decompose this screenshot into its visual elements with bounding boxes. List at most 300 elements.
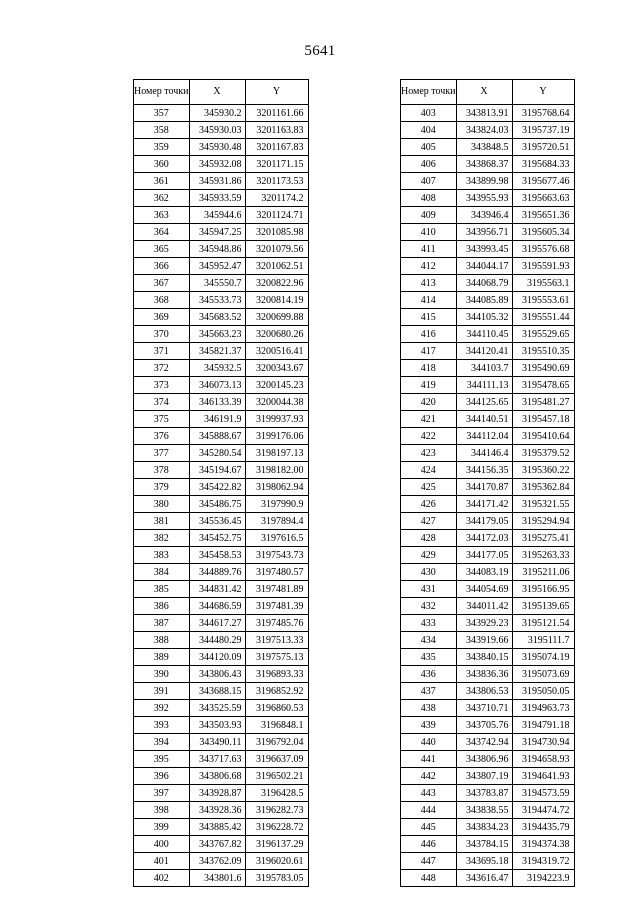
table-row: [401, 598, 575, 615]
x-coordinate-cell: 343695.18: [456, 853, 512, 870]
point-number-cell: 436: [401, 666, 457, 683]
table-row: [401, 649, 575, 666]
point-number-cell: 434: [401, 632, 457, 649]
table-row: [401, 292, 575, 309]
x-coordinate-cell: 344125.65: [456, 394, 512, 411]
point-number-cell: 412: [401, 258, 457, 275]
coordinates-table-right: [400, 79, 575, 887]
point-number-cell: 410: [401, 224, 457, 241]
x-coordinate-cell: 344044.17: [456, 258, 512, 275]
table-row: [134, 513, 309, 530]
table-row: [401, 258, 575, 275]
point-number-cell: 366: [134, 258, 190, 275]
point-number-cell: 357: [134, 105, 190, 122]
point-number-cell: 417: [401, 343, 457, 360]
point-number-cell: 380: [134, 496, 190, 513]
point-number-cell: 429: [401, 547, 457, 564]
table-row: [134, 173, 309, 190]
table-row: [401, 564, 575, 581]
table-row: [401, 343, 575, 360]
x-coordinate-cell: 343928.36: [189, 802, 245, 819]
y-coordinate-cell: 3196502.21: [245, 768, 308, 785]
y-coordinate-cell: 3199937.93: [245, 411, 308, 428]
y-coordinate-cell: 3195211.06: [512, 564, 574, 581]
point-number-cell: 411: [401, 241, 457, 258]
y-coordinate-cell: 3195321.55: [512, 496, 574, 513]
point-number-cell: 424: [401, 462, 457, 479]
table-row: [134, 683, 309, 700]
point-number-cell: 375: [134, 411, 190, 428]
table-row: [401, 530, 575, 547]
table-row: [401, 207, 575, 224]
table-row: [134, 241, 309, 258]
x-coordinate-cell: 345194.67: [189, 462, 245, 479]
table-row: [401, 751, 575, 768]
x-coordinate-cell: 343834.23: [456, 819, 512, 836]
x-coordinate-cell: 343806.43: [189, 666, 245, 683]
point-number-cell: 358: [134, 122, 190, 139]
page-number: 5641: [304, 43, 336, 59]
table-row: [401, 377, 575, 394]
point-number-cell: 385: [134, 581, 190, 598]
y-coordinate-cell: 3200680.26: [245, 326, 308, 343]
x-coordinate-cell: 343801.6: [189, 870, 245, 887]
y-coordinate-cell: 3197481.89: [245, 581, 308, 598]
point-number-cell: 396: [134, 768, 190, 785]
table-row: [134, 666, 309, 683]
y-coordinate-cell: 3195563.1: [512, 275, 574, 292]
point-number-cell: 378: [134, 462, 190, 479]
table-row: [401, 734, 575, 751]
y-coordinate-cell: 3194573.59: [512, 785, 574, 802]
y-coordinate-cell: 3195490.69: [512, 360, 574, 377]
y-coordinate-cell: 3201171.15: [245, 156, 308, 173]
point-number-cell: 406: [401, 156, 457, 173]
table-row: [401, 105, 575, 122]
y-coordinate-cell: 3198197.13: [245, 445, 308, 462]
x-coordinate-cell: 345948.86: [189, 241, 245, 258]
point-number-cell: 408: [401, 190, 457, 207]
y-coordinate-cell: 3196282.73: [245, 802, 308, 819]
x-coordinate-cell: 343806.53: [456, 683, 512, 700]
point-number-cell: 364: [134, 224, 190, 241]
y-coordinate-cell: 3198182.00: [245, 462, 308, 479]
point-number-cell: 431: [401, 581, 457, 598]
y-coordinate-cell: 3201163.83: [245, 122, 308, 139]
x-coordinate-cell: 345533.73: [189, 292, 245, 309]
table-row: [401, 173, 575, 190]
point-number-cell: 395: [134, 751, 190, 768]
y-coordinate-cell: 3197894.4: [245, 513, 308, 530]
y-coordinate-cell: 3195478.65: [512, 377, 574, 394]
point-number-cell: 415: [401, 309, 457, 326]
point-number-cell: 402: [134, 870, 190, 887]
y-coordinate-cell: 3196228.72: [245, 819, 308, 836]
table-row: [134, 139, 309, 156]
table-row: [134, 768, 309, 785]
y-coordinate-cell: 3195677.46: [512, 173, 574, 190]
y-coordinate-cell: 3195362.84: [512, 479, 574, 496]
x-coordinate-cell: 345536.45: [189, 513, 245, 530]
table-row: [134, 224, 309, 241]
x-coordinate-cell: 345930.48: [189, 139, 245, 156]
x-coordinate-cell: 344110.45: [456, 326, 512, 343]
y-coordinate-cell: 3196137.29: [245, 836, 308, 853]
x-coordinate-cell: 345821.37: [189, 343, 245, 360]
point-number-cell: 421: [401, 411, 457, 428]
table-row: [401, 156, 575, 173]
y-coordinate-cell: 3196860.53: [245, 700, 308, 717]
table-row: [401, 666, 575, 683]
header-y: Y: [245, 80, 308, 105]
table-row: [134, 326, 309, 343]
x-coordinate-cell: 343993.45: [456, 241, 512, 258]
point-number-cell: 388: [134, 632, 190, 649]
point-number-cell: 420: [401, 394, 457, 411]
x-coordinate-cell: 345280.54: [189, 445, 245, 462]
table-row: [134, 309, 309, 326]
point-number-cell: 447: [401, 853, 457, 870]
table-row: [401, 717, 575, 734]
x-coordinate-cell: 343838.55: [456, 802, 512, 819]
x-coordinate-cell: 345944.6: [189, 207, 245, 224]
y-coordinate-cell: 3195481.27: [512, 394, 574, 411]
point-number-cell: 372: [134, 360, 190, 377]
point-number-cell: 362: [134, 190, 190, 207]
y-coordinate-cell: 3194641.93: [512, 768, 574, 785]
point-number-cell: 368: [134, 292, 190, 309]
x-coordinate-cell: 344170.87: [456, 479, 512, 496]
y-coordinate-cell: 3201079.56: [245, 241, 308, 258]
y-coordinate-cell: 3197616.5: [245, 530, 308, 547]
x-coordinate-cell: 345550.7: [189, 275, 245, 292]
point-number-cell: 377: [134, 445, 190, 462]
table-row: [401, 479, 575, 496]
table-row: [401, 836, 575, 853]
point-number-cell: 373: [134, 377, 190, 394]
table-row: [401, 513, 575, 530]
header-x: X: [456, 80, 512, 105]
y-coordinate-cell: 3197990.9: [245, 496, 308, 513]
table-row: [401, 819, 575, 836]
table-row: [134, 581, 309, 598]
x-coordinate-cell: 345422.82: [189, 479, 245, 496]
x-coordinate-cell: 343688.15: [189, 683, 245, 700]
table-row: [401, 700, 575, 717]
x-coordinate-cell: 343840.15: [456, 649, 512, 666]
y-coordinate-cell: 3195073.69: [512, 666, 574, 683]
y-coordinate-cell: 3194791.18: [512, 717, 574, 734]
x-coordinate-cell: 345888.67: [189, 428, 245, 445]
x-coordinate-cell: 343807.19: [456, 768, 512, 785]
point-number-cell: 418: [401, 360, 457, 377]
table-row: [401, 683, 575, 700]
table-row: [134, 802, 309, 819]
x-coordinate-cell: 343899.98: [456, 173, 512, 190]
x-coordinate-cell: 343848.5: [456, 139, 512, 156]
point-number-cell: 359: [134, 139, 190, 156]
y-coordinate-cell: 3200699.88: [245, 309, 308, 326]
x-coordinate-cell: 346133.39: [189, 394, 245, 411]
x-coordinate-cell: 343929.23: [456, 615, 512, 632]
x-coordinate-cell: 344120.41: [456, 343, 512, 360]
table-row: [134, 649, 309, 666]
x-coordinate-cell: 344085.89: [456, 292, 512, 309]
table-row: [401, 275, 575, 292]
x-coordinate-cell: 344156.35: [456, 462, 512, 479]
x-coordinate-cell: 343710.71: [456, 700, 512, 717]
x-coordinate-cell: 343928.87: [189, 785, 245, 802]
x-coordinate-cell: 343806.96: [456, 751, 512, 768]
point-number-cell: 428: [401, 530, 457, 547]
y-coordinate-cell: 3194223.9: [512, 870, 574, 887]
y-coordinate-cell: 3201174.2: [245, 190, 308, 207]
table-row: [134, 462, 309, 479]
point-number-cell: 425: [401, 479, 457, 496]
table-row: [134, 734, 309, 751]
y-coordinate-cell: 3195457.18: [512, 411, 574, 428]
x-coordinate-cell: 343762.09: [189, 853, 245, 870]
x-coordinate-cell: 345947.25: [189, 224, 245, 241]
x-coordinate-cell: 345933.59: [189, 190, 245, 207]
point-number-cell: 413: [401, 275, 457, 292]
y-coordinate-cell: 3195553.61: [512, 292, 574, 309]
y-coordinate-cell: 3195263.33: [512, 547, 574, 564]
x-coordinate-cell: 343490.11: [189, 734, 245, 751]
header-point-number: Номер точки: [134, 80, 190, 105]
point-number-cell: 387: [134, 615, 190, 632]
point-number-cell: 442: [401, 768, 457, 785]
x-coordinate-cell: 345952.47: [189, 258, 245, 275]
table-row: [401, 309, 575, 326]
table-row: [401, 360, 575, 377]
header-point-number: Номер точки: [401, 80, 457, 105]
x-coordinate-cell: 343742.94: [456, 734, 512, 751]
y-coordinate-cell: 3196848.1: [245, 717, 308, 734]
x-coordinate-cell: 344177.05: [456, 547, 512, 564]
y-coordinate-cell: 3201124.71: [245, 207, 308, 224]
point-number-cell: 379: [134, 479, 190, 496]
y-coordinate-cell: 3195360.22: [512, 462, 574, 479]
coordinates-table-left: [133, 79, 309, 887]
y-coordinate-cell: 3197575.13: [245, 649, 308, 666]
x-coordinate-cell: 344120.09: [189, 649, 245, 666]
point-number-cell: 445: [401, 819, 457, 836]
y-coordinate-cell: 3197513.33: [245, 632, 308, 649]
table-row: [134, 360, 309, 377]
point-number-cell: 382: [134, 530, 190, 547]
y-coordinate-cell: 3197480.57: [245, 564, 308, 581]
y-coordinate-cell: 3196428.5: [245, 785, 308, 802]
point-number-cell: 392: [134, 700, 190, 717]
x-coordinate-cell: 346073.13: [189, 377, 245, 394]
point-number-cell: 437: [401, 683, 457, 700]
point-number-cell: 433: [401, 615, 457, 632]
x-coordinate-cell: 344172.03: [456, 530, 512, 547]
x-coordinate-cell: 345930.2: [189, 105, 245, 122]
point-number-cell: 394: [134, 734, 190, 751]
x-coordinate-cell: 344105.32: [456, 309, 512, 326]
table-row: [134, 275, 309, 292]
x-coordinate-cell: 344140.51: [456, 411, 512, 428]
table-row: [401, 768, 575, 785]
point-number-cell: 422: [401, 428, 457, 445]
point-number-cell: 448: [401, 870, 457, 887]
x-coordinate-cell: 343783.87: [456, 785, 512, 802]
x-coordinate-cell: 344686.59: [189, 598, 245, 615]
y-coordinate-cell: 3195591.93: [512, 258, 574, 275]
y-coordinate-cell: 3195737.19: [512, 122, 574, 139]
y-coordinate-cell: 3195663.63: [512, 190, 574, 207]
table-row: [134, 445, 309, 462]
point-number-cell: 441: [401, 751, 457, 768]
y-coordinate-cell: 3195275.41: [512, 530, 574, 547]
x-coordinate-cell: 344083.19: [456, 564, 512, 581]
x-coordinate-cell: 344480.29: [189, 632, 245, 649]
y-coordinate-cell: 3194658.93: [512, 751, 574, 768]
point-number-cell: 397: [134, 785, 190, 802]
point-number-cell: 400: [134, 836, 190, 853]
y-coordinate-cell: 3200145.23: [245, 377, 308, 394]
x-coordinate-cell: 343616.47: [456, 870, 512, 887]
table-row: [134, 428, 309, 445]
x-coordinate-cell: 343717.63: [189, 751, 245, 768]
point-number-cell: 374: [134, 394, 190, 411]
point-number-cell: 403: [401, 105, 457, 122]
y-coordinate-cell: 3200343.67: [245, 360, 308, 377]
table-row: [134, 530, 309, 547]
table-row: [401, 394, 575, 411]
y-coordinate-cell: 3195510.35: [512, 343, 574, 360]
y-coordinate-cell: 3194963.73: [512, 700, 574, 717]
table-row: [401, 496, 575, 513]
y-coordinate-cell: 3200822.96: [245, 275, 308, 292]
y-coordinate-cell: 3196792.04: [245, 734, 308, 751]
point-number-cell: 416: [401, 326, 457, 343]
y-coordinate-cell: 3195783.05: [245, 870, 308, 887]
y-coordinate-cell: 3200044.38: [245, 394, 308, 411]
x-coordinate-cell: 344054.69: [456, 581, 512, 598]
table-row: [134, 122, 309, 139]
table-row: [134, 632, 309, 649]
y-coordinate-cell: 3200814.19: [245, 292, 308, 309]
table-header-row: [401, 80, 575, 105]
point-number-cell: 427: [401, 513, 457, 530]
y-coordinate-cell: 3200516.41: [245, 343, 308, 360]
y-coordinate-cell: 3195294.94: [512, 513, 574, 530]
table-row: [134, 870, 309, 887]
table-row: [134, 564, 309, 581]
table-row: [134, 343, 309, 360]
y-coordinate-cell: 3196893.33: [245, 666, 308, 683]
y-coordinate-cell: 3196020.61: [245, 853, 308, 870]
point-number-cell: 367: [134, 275, 190, 292]
table-row: [401, 870, 575, 887]
x-coordinate-cell: 345932.08: [189, 156, 245, 173]
table-row: [134, 717, 309, 734]
x-coordinate-cell: 343525.59: [189, 700, 245, 717]
header-y: Y: [512, 80, 574, 105]
x-coordinate-cell: 343767.82: [189, 836, 245, 853]
table-row: [401, 139, 575, 156]
point-number-cell: 423: [401, 445, 457, 462]
point-number-cell: 440: [401, 734, 457, 751]
x-coordinate-cell: 344617.27: [189, 615, 245, 632]
table-row: [134, 377, 309, 394]
x-coordinate-cell: 343806.68: [189, 768, 245, 785]
table-row: [134, 190, 309, 207]
y-coordinate-cell: 3195121.54: [512, 615, 574, 632]
table-row: [401, 445, 575, 462]
x-coordinate-cell: 344112.04: [456, 428, 512, 445]
table-header-row: [134, 80, 309, 105]
y-coordinate-cell: 3201167.83: [245, 139, 308, 156]
y-coordinate-cell: 3201161.66: [245, 105, 308, 122]
x-coordinate-cell: 343813.91: [456, 105, 512, 122]
table-row: [134, 547, 309, 564]
x-coordinate-cell: 345932.5: [189, 360, 245, 377]
table-row: [401, 802, 575, 819]
point-number-cell: 376: [134, 428, 190, 445]
y-coordinate-cell: 3195111.7: [512, 632, 574, 649]
point-number-cell: 390: [134, 666, 190, 683]
point-number-cell: 389: [134, 649, 190, 666]
y-coordinate-cell: 3195410.64: [512, 428, 574, 445]
point-number-cell: 386: [134, 598, 190, 615]
table-row: [134, 615, 309, 632]
point-number-cell: 432: [401, 598, 457, 615]
x-coordinate-cell: 344068.79: [456, 275, 512, 292]
x-coordinate-cell: 343946.4: [456, 207, 512, 224]
y-coordinate-cell: 3195379.52: [512, 445, 574, 462]
y-coordinate-cell: 3194319.72: [512, 853, 574, 870]
x-coordinate-cell: 343836.36: [456, 666, 512, 683]
x-coordinate-cell: 345683.52: [189, 309, 245, 326]
point-number-cell: 401: [134, 853, 190, 870]
x-coordinate-cell: 344889.76: [189, 564, 245, 581]
y-coordinate-cell: 3195651.36: [512, 207, 574, 224]
point-number-cell: 426: [401, 496, 457, 513]
y-coordinate-cell: 3197543.73: [245, 547, 308, 564]
x-coordinate-cell: 344146.4: [456, 445, 512, 462]
y-coordinate-cell: 3195684.33: [512, 156, 574, 173]
point-number-cell: 414: [401, 292, 457, 309]
table-row: [134, 105, 309, 122]
y-coordinate-cell: 3195074.19: [512, 649, 574, 666]
x-coordinate-cell: 345458.53: [189, 547, 245, 564]
point-number-cell: 430: [401, 564, 457, 581]
point-number-cell: 405: [401, 139, 457, 156]
table-row: [134, 819, 309, 836]
table-row: [134, 292, 309, 309]
table-row: [134, 785, 309, 802]
x-coordinate-cell: 343868.37: [456, 156, 512, 173]
x-coordinate-cell: 343503.93: [189, 717, 245, 734]
point-number-cell: 393: [134, 717, 190, 734]
point-number-cell: 363: [134, 207, 190, 224]
table-row: [134, 411, 309, 428]
x-coordinate-cell: 344111.13: [456, 377, 512, 394]
point-number-cell: 444: [401, 802, 457, 819]
table-row: [134, 853, 309, 870]
x-coordinate-cell: 343885.42: [189, 819, 245, 836]
y-coordinate-cell: 3195551.44: [512, 309, 574, 326]
point-number-cell: 398: [134, 802, 190, 819]
point-number-cell: 384: [134, 564, 190, 581]
x-coordinate-cell: 345931.86: [189, 173, 245, 190]
point-number-cell: 419: [401, 377, 457, 394]
y-coordinate-cell: 3195139.65: [512, 598, 574, 615]
